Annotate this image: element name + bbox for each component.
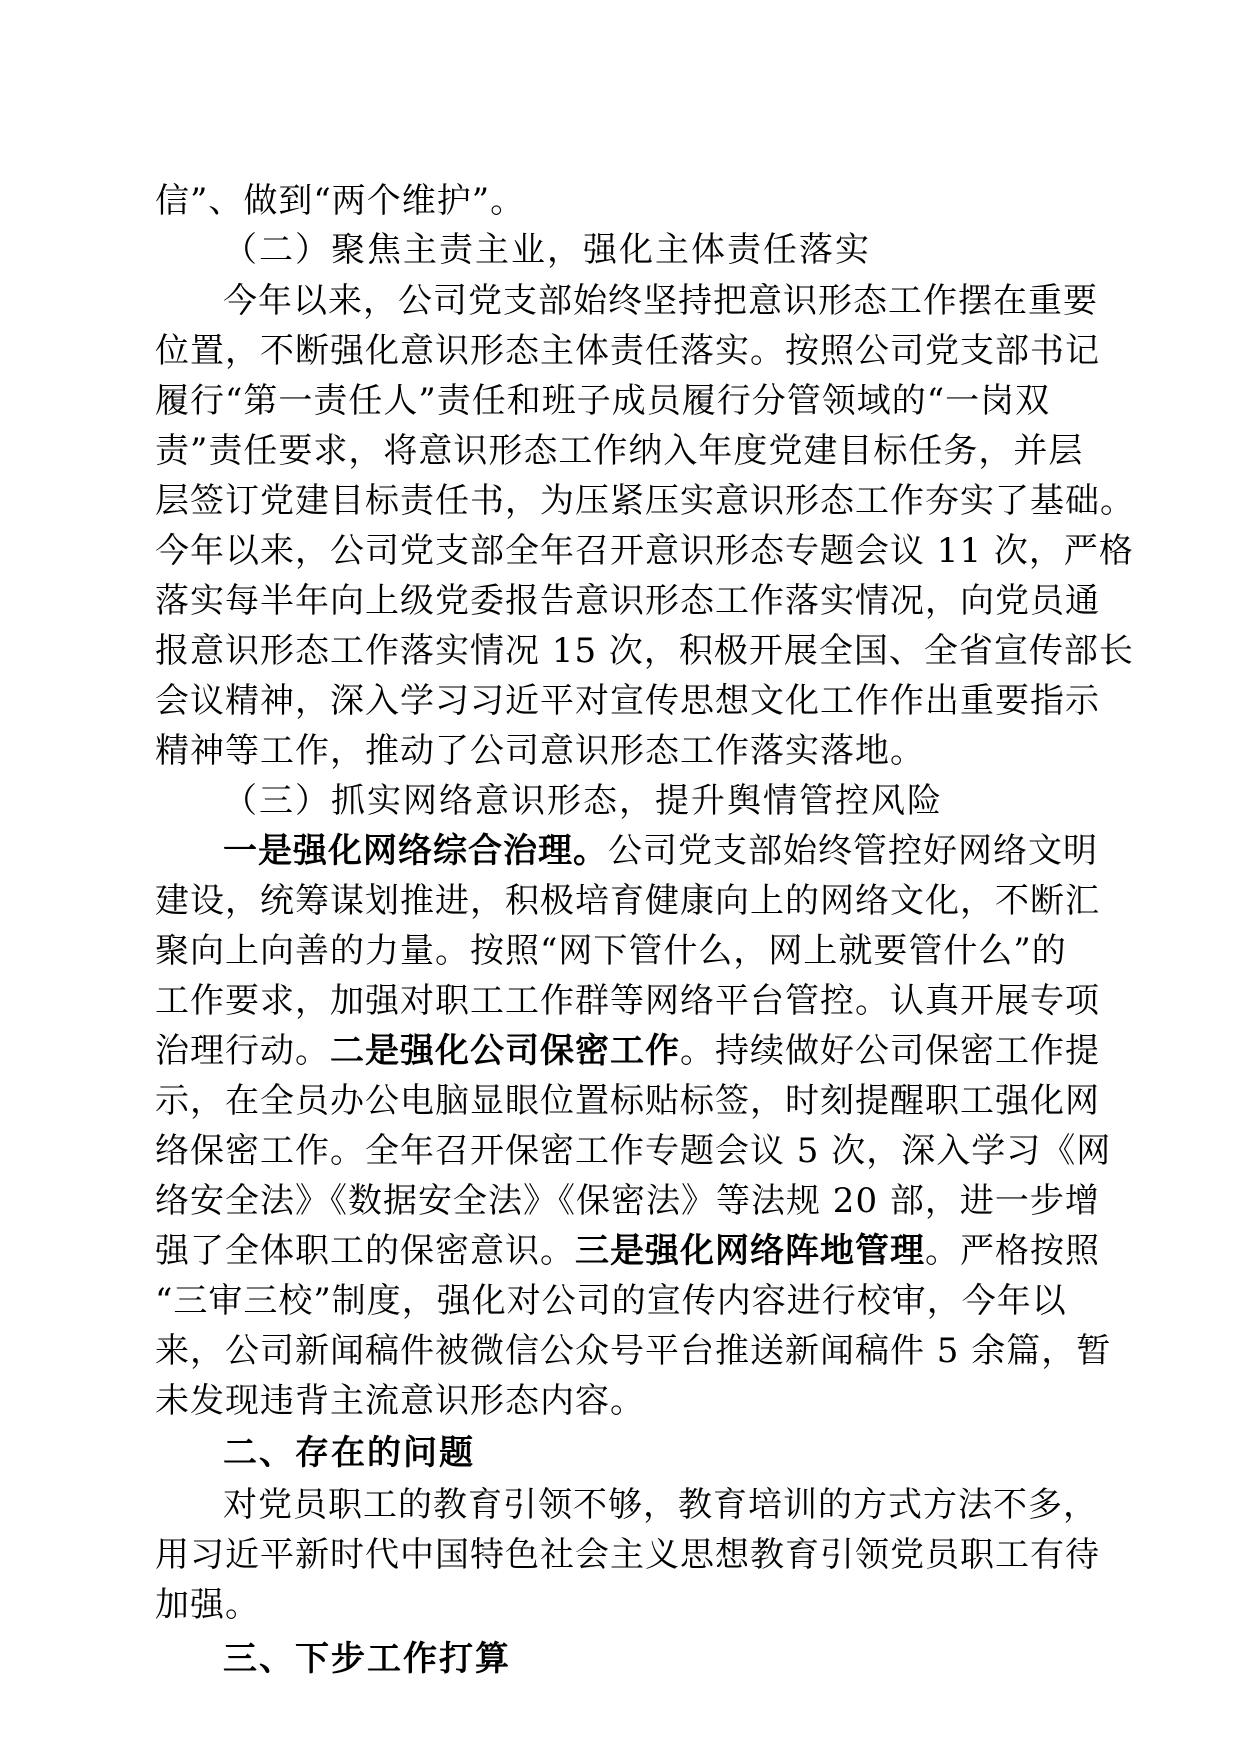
line-text: 加强。	[155, 1585, 260, 1625]
text-line	[155, 676, 1100, 726]
text-line	[155, 426, 1085, 476]
text-line	[155, 1026, 1100, 1076]
text-line	[155, 1176, 1100, 1226]
text-line	[155, 1276, 1085, 1326]
text-line	[155, 976, 1100, 1026]
text-line	[155, 1530, 1100, 1580]
section-heading-text: 二、存在的问题	[223, 1433, 475, 1473]
text-line	[155, 376, 1085, 426]
line-text: 今年以来，公司党支部全年召开意识形态专题会议 11 次，严格	[155, 531, 1134, 571]
section-heading-3	[223, 1634, 1153, 1684]
subheading-2	[223, 225, 1153, 275]
subheading-text: （三）抓实网络意识形态，提升舆情管控风险	[223, 781, 943, 821]
line-text: 。严格按照	[925, 1231, 1100, 1271]
line-text: 工作要求，加强对职工工作群等网络平台管控。认真开展专项	[155, 981, 1100, 1021]
line-text: 信”、做到“两个维护”。	[155, 181, 526, 221]
subheading-3	[223, 776, 1153, 826]
line-text: 对党员职工的教育引领不够，教育培训的方式方法不多，	[223, 1485, 1098, 1525]
line-text: 聚向上向善的力量。按照“网下管什么，网上就要管什么”的	[155, 931, 1067, 971]
line-text: 来，公司新闻稿件被微信公众号平台推送新闻稿件 5 余篇，暂	[155, 1331, 1112, 1371]
bold-lead-2: 二是强化公司保密工作	[330, 1031, 680, 1071]
text-line	[155, 576, 1100, 626]
text-line	[155, 1126, 1112, 1176]
text-line	[155, 1226, 1100, 1276]
section-heading-2	[223, 1428, 1153, 1478]
text-line	[155, 1580, 1085, 1630]
line-text: 强了全体职工的保密意识。	[155, 1231, 575, 1271]
section-heading-text: 三、下步工作打算	[223, 1639, 511, 1679]
line-text: 未发现违背主流意识形态内容。	[155, 1381, 645, 1421]
text-line	[155, 476, 1135, 526]
line-text: 精神等工作，推动了公司意识形态工作落实落地。	[155, 731, 925, 771]
line-text: 履行“第一责任人”责任和班子成员履行分管领域的“一岗双	[155, 381, 1051, 421]
bold-lead-3: 三是强化网络阵地管理	[575, 1231, 925, 1271]
text-line	[155, 176, 1085, 226]
line-text: 络安全法》《数据安全法》《保密法》等法规 20 部，进一步增	[155, 1181, 1100, 1221]
line-text: 落实每半年向上级党委报告意识形态工作落实情况，向党员通	[155, 581, 1100, 621]
text-line	[155, 1376, 1085, 1426]
text-line	[155, 926, 1085, 976]
text-line	[155, 1326, 1112, 1376]
line-text: 责”责任要求，将意识形态工作纳入年度党建目标任务，并层	[155, 431, 1084, 471]
text-line	[155, 876, 1100, 926]
bold-lead-1: 一是强化网络综合治理。	[223, 831, 608, 871]
text-line	[155, 626, 1134, 676]
line-text: 报意识形态工作落实情况 15 次，积极开展全国、全省宣传部长	[155, 631, 1134, 671]
text-line	[155, 526, 1134, 576]
text-line	[223, 826, 1098, 876]
line-text: 示，在全员办公电脑显眼位置标贴标签，时刻提醒职工强化网	[155, 1081, 1100, 1121]
line-text: 建设，统筹谋划推进，积极培育健康向上的网络文化，不断汇	[155, 881, 1100, 921]
line-text: 络保密工作。全年召开保密工作专题会议 5 次，深入学习《网	[155, 1131, 1112, 1171]
subheading-text: （二）聚焦主责主业，强化主体责任落实	[223, 230, 871, 270]
text-line	[155, 326, 1100, 376]
line-text: 治理行动。	[155, 1031, 330, 1071]
line-text: 今年以来，公司党支部始终坚持把意识形态工作摆在重要	[223, 281, 1098, 321]
line-text: “三审三校”制度，强化对公司的宣传内容进行校审，今年以	[155, 1281, 1067, 1321]
text-line	[223, 1480, 1098, 1530]
line-text: 层签订党建目标责任书，为压紧压实意识形态工作夯实了基础。	[155, 481, 1135, 521]
line-text: 。持续做好公司保密工作提	[680, 1031, 1100, 1071]
line-text: 公司党支部始终管控好网络文明	[608, 831, 1098, 871]
text-line	[223, 276, 1098, 326]
line-text: 会议精神，深入学习习近平对宣传思想文化工作作出重要指示	[155, 681, 1100, 721]
text-line	[155, 1076, 1100, 1126]
line-text: 用习近平新时代中国特色社会主义思想教育引领党员职工有待	[155, 1535, 1100, 1575]
text-line	[155, 726, 1085, 776]
line-text: 位置，不断强化意识形态主体责任落实。按照公司党支部书记	[155, 331, 1100, 371]
